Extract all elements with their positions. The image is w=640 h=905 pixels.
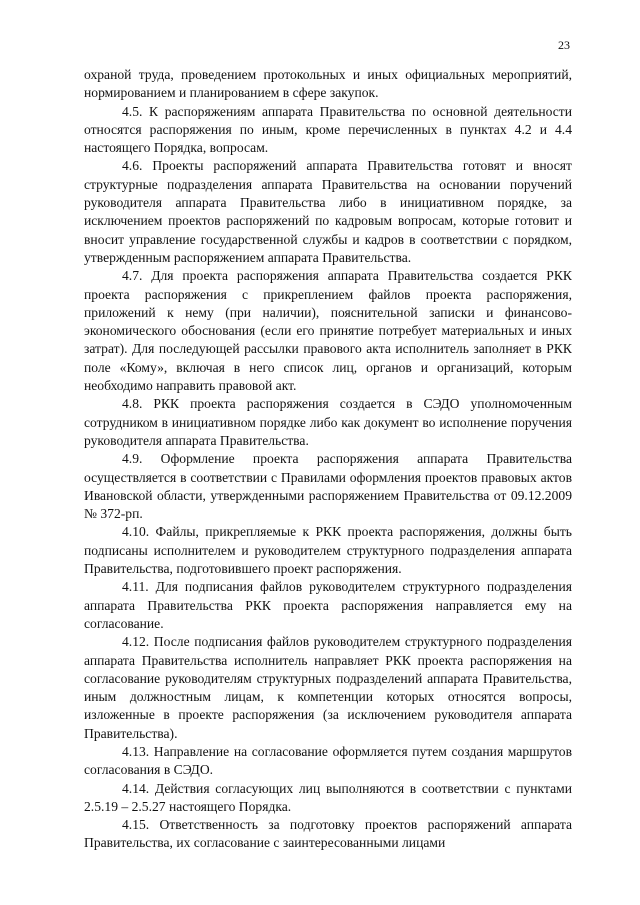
paragraph-4-5: 4.5. К распоряжениям аппарата Правительства по основной деятельности относятся распоряжения по иным, кроме перечисленных в пунктах 4.2 и 4.4 настоящего Порядка, вопросам.: [84, 103, 572, 156]
document-body: [84, 66, 572, 853]
paragraph-4-14: 4.14. Действия согласующих лиц выполняются в соответствии с пунктами 2.5.19 – 2.5.27 настоящего Порядка.: [84, 780, 572, 814]
paragraph-4-10: 4.10. Файлы, прикрепляемые к РКК проекта распоряжения, должны быть подписаны исполнителем и руководителем структурного подразделения аппарата Правительства, подготовившего проект распоряжения.: [84, 524, 572, 577]
paragraph-4-15: 4.15. Ответственность за подготовку проектов распоряжений аппарата Правительства, их согласование с заинтересованными лицами: [84, 817, 572, 851]
paragraph-4-8: 4.8. РКК проекта распоряжения создается в СЭДО уполномоченным сотрудником в инициативном порядке либо как документ во исполнение поручения руководителя аппарата Правительства.: [84, 396, 572, 448]
paragraph-4-11: 4.11. Для подписания файлов руководителем структурного подразделения аппарата Правительства РКК проекта распоряжения направляется ему на согласование.: [84, 579, 572, 631]
paragraph-4-6: 4.6. Проекты распоряжений аппарата Правительства готовят и вносят структурные подразделения аппарата Правительства на основании поручений руководителя аппарата Правительства либо в инициативном порядке, за исключением проектов распоряжений по кадровым вопросам, которые готовит и вносит управление государственной службы и кадров в соответствии с порядком, утвержденным распоряжением аппарата Правительства.: [84, 158, 572, 265]
paragraph-continuation: охраной труда, проведением протокольных и иных официальных мероприятий, нормированием и планированием в сфере закупок.: [84, 67, 572, 101]
paragraph-4-13: 4.13. Направление на согласование оформляется путем создания маршрутов согласования в СЭДО.: [84, 743, 572, 778]
page-number: 23: [558, 38, 570, 52]
paragraph-4-12: 4.12. После подписания файлов руководителем структурного подразделения аппарата Правительства исполнитель направляет РКК проекта распоряжения на согласование руководителям структурных подразделений аппарата Правительства, иным должностным лицам, к компетенции которых относятся вопросы, изложенные в проекте распоряжения (за исключением руководителя аппарата Правительства).: [84, 634, 572, 741]
paragraph-4-7: 4.7. Для проекта распоряжения аппарата Правительства создается РКК проекта распоряжения с прикреплением файлов проекта распоряжения, приложений к нему (при наличии), пояснительной записки и финансово-экономического обоснования (если его принятие потребует материальных и иных затрат). Для последующей рассылки правового акта исполнитель заполняет в РКК поле «Кому», включая в него список лиц, органов и организаций, которым необходимо направить правовой акт.: [84, 268, 572, 394]
paragraph-4-9: 4.9. Оформление проекта распоряжения аппарата Правительства осуществляется в соответствии с Правилами оформления проектов правовых актов Ивановской области, утвержденными распоряжением Правительства от 09.12.2009 № 372-рп.: [84, 451, 572, 522]
